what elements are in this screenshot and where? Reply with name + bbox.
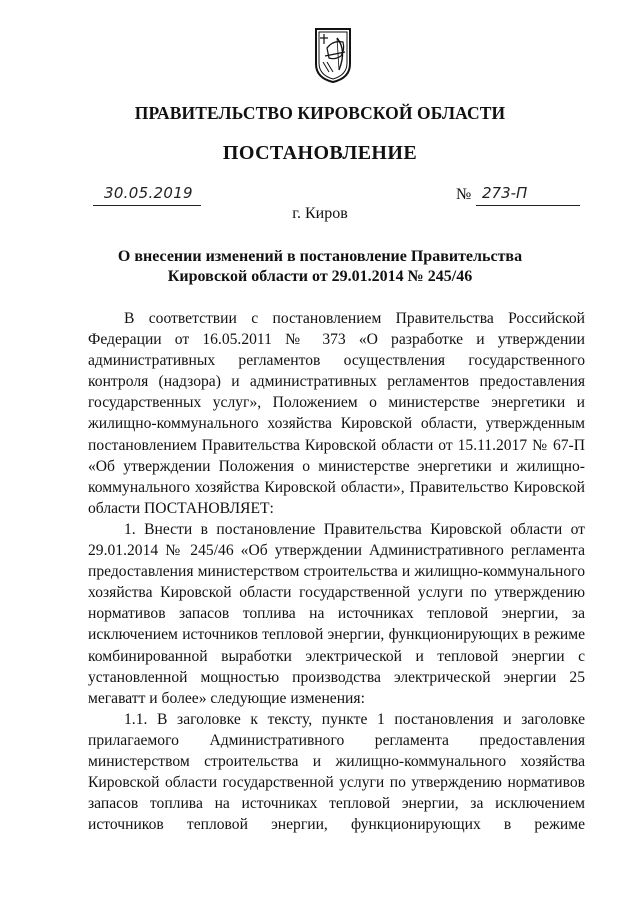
- handwritten-number: 273-П: [482, 184, 528, 202]
- subject-line-1: О внесении изменений в постановление Правительства: [117, 248, 523, 265]
- city-line: г. Киров: [292, 205, 348, 222]
- number-sign: №: [456, 186, 472, 203]
- organization-title: ПРАВИТЕЛЬСТВО КИРОВСКОЙ ОБЛАСТИ: [134, 103, 506, 123]
- subject-heading: [0, 247, 640, 287]
- document-body: [88, 308, 585, 835]
- document-type-heading: ПОСТАНОВЛЕНИЕ: [222, 142, 418, 164]
- paragraph-preamble: В соответствии с постановлением Правительства Российской Федерации от 16.05.2011 № 373 «О разработке и утверждении административных регламентов осуществления государственного контроля (надзора) и административных регламентов предоставления государственных услуг», Положением о министерстве энергетики и жилищно-коммунального хозяйства Кировской области, утвержденным постановлением Правительства Кировской области от 15.11.2017 № 67-П «Об утверждении Положения о министерстве энергетики и жилищно-коммунального хозяйства Кировской области», Правительство Кировской области ПОСТАНОВЛЯЕТ:: [88, 310, 585, 517]
- date-field: [93, 186, 201, 206]
- handwritten-date: 30.05.2019: [104, 184, 193, 202]
- paragraph-item-1-1: 1.1. В заголовке к тексту, пункте 1 постановления и заголовке прилагаемого Административного регламента предоставления министерством строительства и жилищно-коммунального хозяйства Кировской области государственной услуги по утверждению нормативов запасов топлива на источниках тепловой энергии, за исключением источников тепловой энергии, функционирующих в режиме: [88, 710, 585, 834]
- document-number-field: [476, 186, 580, 206]
- paragraph-item-1: 1. Внести в постановление Правительства Кировской области от 29.01.2014 № 245/46 «Об утверждении Административного регламента предоставления министерством строительства и жилищно-коммунального хозяйства Кировской области государственной услуги по утверждению нормативов запасов топлива на источниках тепловой энергии, за исключением источников тепловой энергии, функционирующих в режиме комбинированной выработки электрической и тепловой энергии с установленной мощностью производства электрической энергии 25 мегаватт и более» следующие изменения:: [88, 520, 585, 707]
- kirov-coat-of-arms-icon: [313, 26, 353, 84]
- subject-line-2: Кировской области от 29.01.2014 № 245/46: [167, 268, 473, 285]
